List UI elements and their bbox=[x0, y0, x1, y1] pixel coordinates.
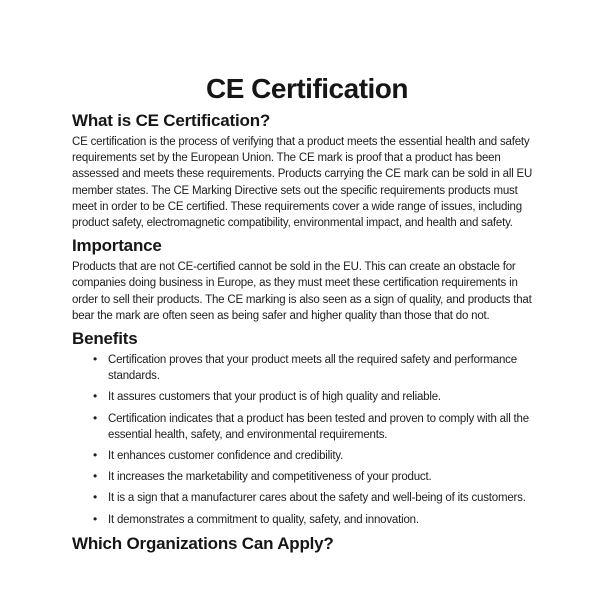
section-heading-which-organizations-can-apply: Which Organizations Can Apply? bbox=[72, 533, 334, 553]
benefits-list-item: • It is a sign that a manufacturer cares about the safety and well-being of its customers. bbox=[72, 490, 542, 506]
paragraph-what-is-ce-certification: CE certification is the process of verifying that a product meets the essential health and safety requirements set by the European Union. The CE mark is proof that a product has been assessed and meets these requirements. Products carrying the CE mark can be sold in all EU member states. The CE Marking Directive sets out the specific requirements products must meet in order to be CE certified. These requirements cover a wide range of issues, including product safety, electromagnetic compatibility, environmental impact, and health and safety. bbox=[72, 136, 533, 230]
document-title: CE Certification bbox=[205, 73, 409, 104]
section-heading-benefits: Benefits bbox=[72, 329, 138, 349]
section-heading-what-is-ce-certification: What is CE Certification? bbox=[72, 111, 271, 130]
benefits-list-item: • It increases the marketability and competitiveness of your product. bbox=[72, 469, 542, 485]
benefits-list-item: • Certification proves that your product meets all the required safety and performance standards. bbox=[72, 352, 542, 384]
benefits-list bbox=[72, 352, 542, 528]
benefits-list-item: • It assures customers that your product is of high quality and reliable. bbox=[72, 389, 542, 405]
benefits-list-item: • It demonstrates a commitment to quality, safety, and innovation. bbox=[72, 512, 542, 528]
section-heading-importance: Importance bbox=[72, 236, 162, 256]
benefits-list-item: • Certification indicates that a product has been tested and proven to comply with all the essential health, safety, and environmental requirements. bbox=[72, 411, 542, 443]
benefits-list-item: • It enhances customer confidence and credibility. bbox=[72, 448, 542, 464]
paragraph-importance: Products that are not CE-certified cannot be sold in the EU. This can create an obstacle for companies doing business in Europe, as they must meet these certification requirements in order to sell their products. The CE marking is also seen as a sign of quality, and products that bear the mark are often seen as being safer and higher quality than those that do not. bbox=[72, 261, 532, 322]
